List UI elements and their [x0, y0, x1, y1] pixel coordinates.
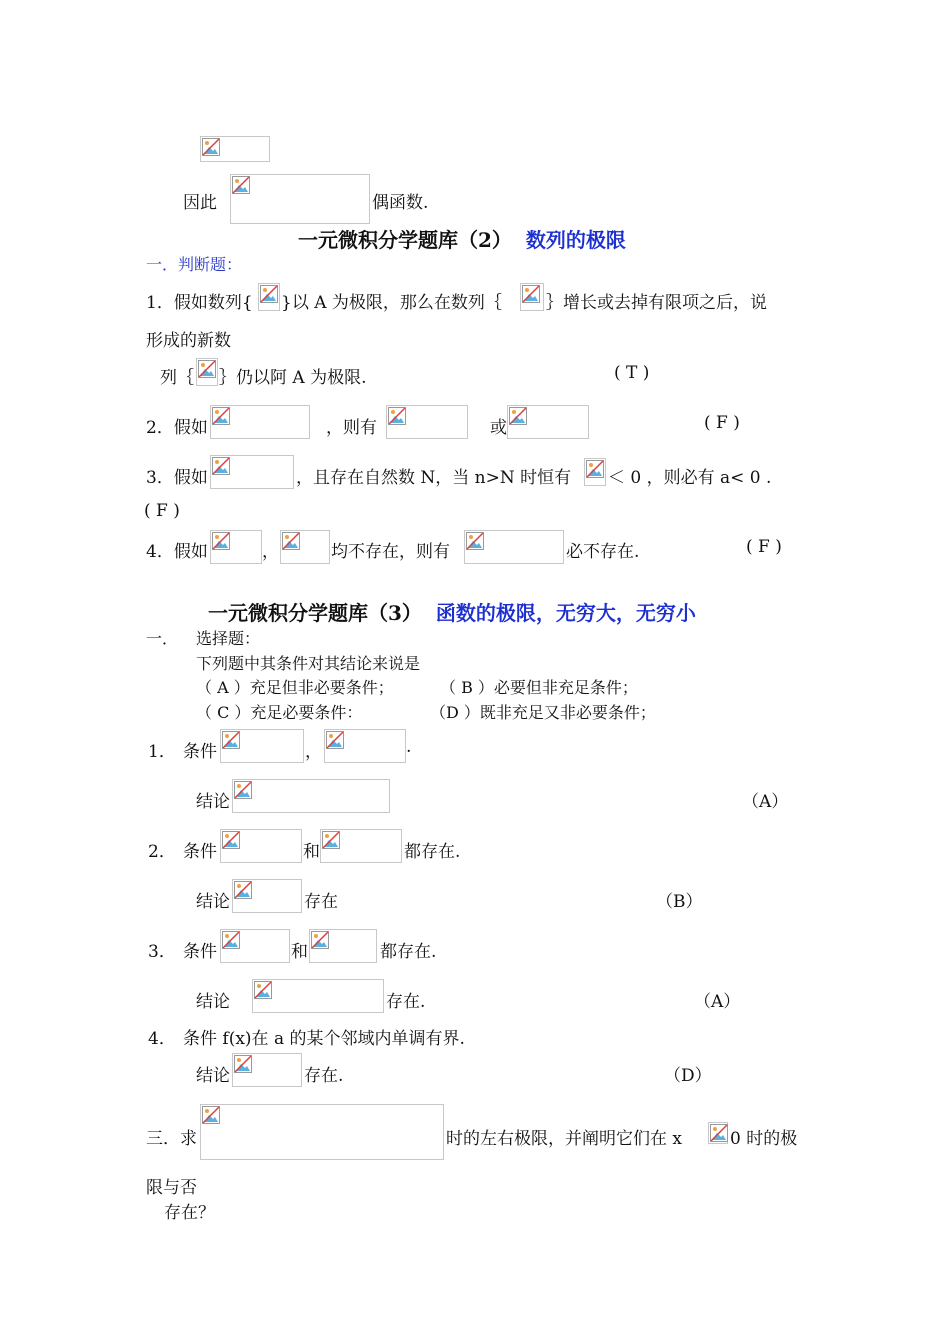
- option-b: （ B ）必要但非充足条件；: [440, 678, 638, 697]
- formula-image: [324, 729, 406, 763]
- q3-text: ，且存在自然数 N，当 n>N 时恒有: [296, 468, 572, 488]
- formula-image: [520, 283, 544, 311]
- s3-q2-condition: 条件: [183, 842, 217, 862]
- formula-image: [320, 829, 402, 863]
- s3-q3-text: 存在.: [386, 992, 426, 1012]
- broken-image-icon: [260, 285, 278, 303]
- formula-image: [200, 1104, 444, 1160]
- q3-text: 3．假如: [146, 468, 208, 488]
- broken-image-icon: [222, 831, 240, 849]
- q4-answer: ( F ): [746, 537, 782, 557]
- broken-image-icon: [509, 407, 527, 425]
- last-question-text: 存在？: [164, 1203, 215, 1223]
- formula-image: [220, 929, 290, 963]
- s3-q3-answer: （A）: [694, 992, 741, 1012]
- q4-text: 必不存在.: [566, 542, 640, 562]
- s3-q4-num: 4．: [148, 1029, 176, 1049]
- s3-q4-answer: （D）: [664, 1066, 712, 1086]
- q1-answer: ( T ): [614, 363, 650, 383]
- broken-image-icon: [326, 731, 344, 749]
- q3-text: ＜ 0 ，则必有 a< 0 .: [608, 468, 772, 488]
- broken-image-icon: [232, 176, 250, 194]
- broken-image-icon: [388, 407, 406, 425]
- section3-title: 一元微积分学题库（3） 函数的极限，无穷大，无穷小: [208, 601, 696, 625]
- text-even-function: 偶函数.: [372, 193, 429, 213]
- section2-title: 一元微积分学题库（2） 数列的极限: [298, 228, 626, 252]
- s3-q4-text: 存在.: [304, 1066, 344, 1086]
- s3-q2-conclusion: 结论: [196, 892, 230, 912]
- broken-image-icon: [234, 881, 252, 899]
- broken-image-icon: [522, 285, 540, 303]
- formula-image: [210, 455, 294, 489]
- broken-image-icon: [322, 831, 340, 849]
- section3-part-num: 一．: [146, 629, 179, 648]
- broken-image-icon: [212, 532, 230, 550]
- formula-image: [200, 136, 270, 162]
- q1-text: 列｛: [160, 368, 194, 388]
- broken-image-icon: [202, 138, 220, 156]
- broken-image-icon: [198, 360, 216, 378]
- q1-text: ｝仍以阿 A 为极限.: [219, 368, 367, 388]
- broken-image-icon: [212, 407, 230, 425]
- broken-image-icon: [234, 1055, 252, 1073]
- s3-q3-text: 和: [291, 942, 308, 962]
- formula-image: [258, 283, 280, 311]
- s3-q1-text: .: [406, 737, 412, 757]
- q1-text: 1．假如数列{: [146, 293, 253, 313]
- option-d: （D ）既非充足又非必要条件；: [430, 703, 656, 722]
- broken-image-icon: [222, 931, 240, 949]
- s3-q3-condition: 条件: [183, 942, 217, 962]
- option-a: （ A ）充足但非必要条件；: [196, 678, 394, 697]
- last-question-text: 时的左右极限，并阐明它们在 x: [446, 1129, 682, 1149]
- formula-image: [210, 530, 262, 564]
- formula-image: [280, 530, 330, 564]
- formula-image: [584, 458, 606, 486]
- q1-text: }以 A 为极限，那么在数列｛: [281, 293, 502, 313]
- s3-q1-text: ，: [305, 742, 322, 762]
- s3-q3-conclusion: 结论: [196, 992, 230, 1012]
- section2-part-label: 一．判断题：: [146, 255, 243, 274]
- option-c: （ C ）充足必要条件：: [196, 703, 363, 722]
- section3-part-label: 选择题：: [196, 629, 261, 648]
- formula-image: [232, 1053, 302, 1087]
- s3-q3-text: 都存在.: [380, 942, 437, 962]
- s3-q2-text: 存在: [304, 892, 338, 912]
- formula-image: [220, 829, 302, 863]
- broken-image-icon: [212, 457, 230, 475]
- q1-text: 形成的新数: [146, 331, 231, 351]
- formula-image: [232, 779, 390, 813]
- last-question-text: 0 时的极: [730, 1129, 798, 1149]
- broken-image-icon: [222, 731, 240, 749]
- broken-image-icon: [466, 532, 484, 550]
- broken-image-icon: [254, 981, 272, 999]
- q4-text: 均不存在，则有: [331, 542, 450, 562]
- formula-image: [196, 358, 218, 386]
- q2-text: 2．假如: [146, 418, 208, 438]
- formula-image: [464, 530, 564, 564]
- s3-q2-text: 都存在.: [404, 842, 461, 862]
- s3-q4-condition: 条件 f(x)在 a 的某个邻域内单调有界.: [183, 1029, 465, 1049]
- s3-q1-condition: 条件: [183, 742, 217, 762]
- broken-image-icon: [710, 1124, 728, 1142]
- broken-image-icon: [202, 1106, 220, 1124]
- q4-text: ，: [262, 542, 279, 562]
- s3-q1-answer: （A）: [742, 792, 789, 812]
- q4-text: 4．假如: [146, 542, 208, 562]
- last-question-text: 限与否: [146, 1178, 197, 1198]
- last-question-text: 三．求: [146, 1129, 197, 1149]
- broken-image-icon: [311, 931, 329, 949]
- formula-image: [230, 174, 370, 224]
- q2-answer: ( F ): [704, 413, 740, 433]
- formula-image: [232, 879, 302, 913]
- s3-q2-answer: （B）: [656, 892, 703, 912]
- formula-image: [309, 929, 377, 963]
- q2-text: ，则有: [326, 418, 377, 438]
- formula-image: [386, 405, 468, 439]
- q2-text: 或: [490, 418, 507, 438]
- text-therefore: 因此: [183, 193, 217, 213]
- formula-image: [708, 1122, 728, 1144]
- s3-q4-conclusion: 结论: [196, 1066, 230, 1086]
- section3-intro: 下列题中其条件对其结论来说是: [196, 654, 421, 673]
- s3-q3-num: 3．: [148, 942, 176, 962]
- formula-image: [252, 979, 384, 1013]
- s3-q2-text: 和: [303, 842, 320, 862]
- broken-image-icon: [586, 460, 604, 478]
- q1-text: ｝增长或去掉有限项之后，说: [546, 293, 767, 313]
- formula-image: [220, 729, 304, 763]
- q3-answer: ( F ): [144, 501, 180, 521]
- broken-image-icon: [234, 781, 252, 799]
- s3-q1-num: 1．: [148, 742, 176, 762]
- formula-image: [507, 405, 589, 439]
- s3-q2-num: 2．: [148, 842, 176, 862]
- broken-image-icon: [282, 532, 300, 550]
- s3-q1-conclusion: 结论: [196, 792, 230, 812]
- formula-image: [210, 405, 310, 439]
